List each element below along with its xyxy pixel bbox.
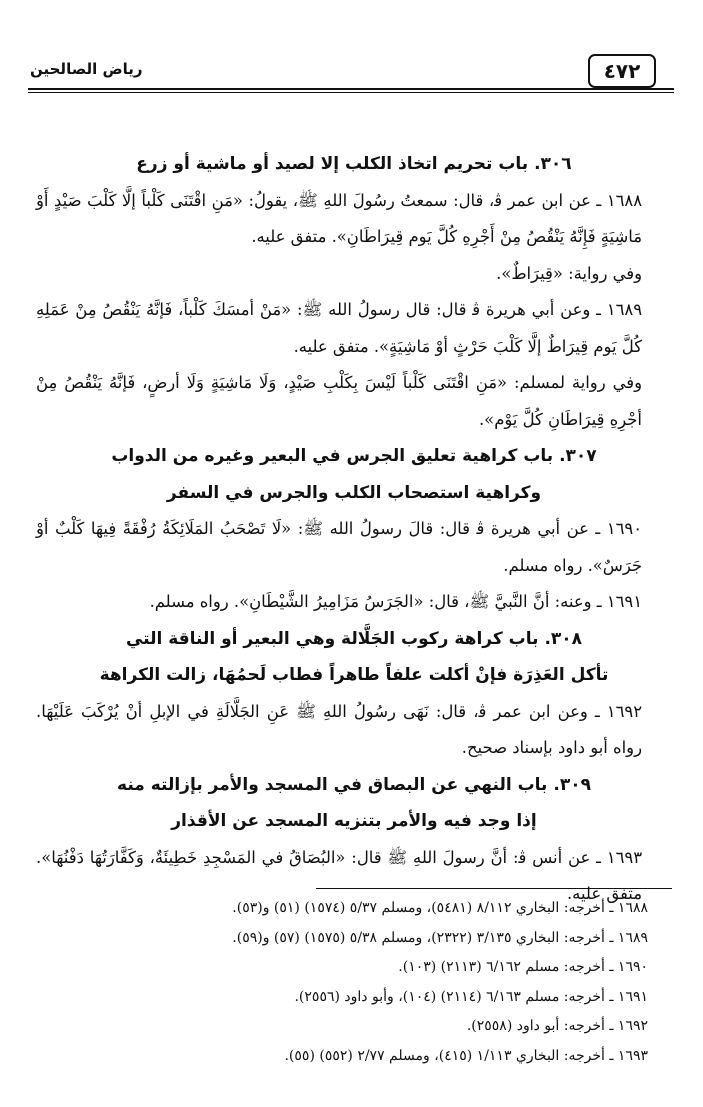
- main-text: [36, 146, 672, 913]
- narration-note: وفي رواية لمسلم: «مَنِ اقْتَنَى كَلْباً لَيْسَ بِكَلْبِ صَيْدٍ، وَلَا مَاشِيَةٍ وَلَا أرضٍ، فَإنَّهُ يَنْقُصُ مِنْ أجْرِهِ قِيرَاطَانِ كُلَّ يَوْم».: [36, 373, 642, 429]
- page-number: ٤٧٢: [588, 54, 656, 88]
- footnote-separator: [316, 888, 672, 889]
- narration-note: وفي رواية: «قِيرَاطٌ».: [496, 263, 642, 283]
- footnote: ١٦٨٩ ـ أخرجه: البخاري ٣/١٣٥ (٢٣٢٢)، ومسلم ٥/٣٨ (١٥٧٥) (٥٧) و(٥٩).: [232, 929, 648, 946]
- footnote: ١٦٩٢ ـ أخرجه: أبو داود (٢٥٥٨).: [466, 1018, 648, 1035]
- chapter-heading-cont: وكراهية استصحاب الكلب والجرس في السفر: [166, 482, 542, 503]
- chapter-heading: ٣٠٨. باب كراهة ركوب الجَلَّالة وهي البعير أو الناقة التي: [125, 628, 583, 649]
- chapter-heading-cont: تأكل العَذِرَة فإنْ أكلت علفاً طاهراً فطاب لَحمُهَا، زالت الكراهة: [99, 665, 609, 685]
- chapter-heading-cont: إذا وجد فيه والأمر بتنزيه المسجد عن الأقذار: [171, 811, 537, 831]
- chapter-heading: ٣٠٦. باب تحريم اتخاذ الكلب إلا لصيد أو ماشية أو زرع: [136, 154, 572, 174]
- chapter-heading: ٣٠٧. باب كراهية تعليق الجرس في البعير وغيره من الدواب: [111, 446, 597, 466]
- footnote: ١٦٨٨ ـ أخرجه: البخاري ٨/١١٢ (٥٤٨١)، ومسلم ٥/٣٧ (١٥٧٤) (٥١) و(٥٣).: [232, 900, 648, 916]
- hadith-1689: ١٦٨٩ ـ وعن أبي هريرة ﭬ قال: قال رسولُ الله ﷺ: «مَنْ أمسَكَ كَلْباً، فَإنَّهُ يَنْقُصُ مِنْ عَمَلِهِ كُلَّ يَوم قِيرَاطٌ إلَّا كَلْبَ حَرْثٍ أوْ مَاشِيَةٍ». متفق عليه.: [36, 300, 642, 356]
- header-rule: [28, 88, 674, 90]
- footnote: ١٦٩١ ـ أخرجه: مسلم ٦/١٦٣ (٢١١٤) (١٠٤)، وأبو داود (٢٥٥٦).: [294, 988, 648, 1005]
- hadith-1692: ١٦٩٢ ـ وعن ابن عمر ﭬ، قال: نَهَى رسُولُ اللهِ ﷺ عَنِ الجَلَّالَةِ في الإبلِ أنْ يُرْكَبَ عَلَيْهَا. رواه أبو داود بإسناد صحيح.: [36, 701, 642, 757]
- header-rule-thin: [28, 92, 674, 93]
- footnote: ١٦٩٠ ـ أخرجه: مسلم ٦/١٦٢ (٢١١٣) (١٠٣).: [398, 959, 648, 976]
- footnote: ١٦٩٣ ـ أخرجه: البخاري ١/١١٣ (٤١٥)، ومسلم ٢/٧٧ (٥٥٢) (٥٥).: [284, 1047, 648, 1064]
- hadith-1691: ١٦٩١ ـ وعنه: أنَّ النَّبيَّ ﷺ، قال: «الجَرَسُ مَزَامِيرُ الشَّيْطَانِ». رواه مسلم.: [149, 592, 642, 611]
- hadith-1688: ١٦٨٨ ـ عن ابن عمر ﭬ، قال: سمعتُ رسُولَ اللهِ ﷺ، يقولُ: «مَنِ اقْتَنَى كَلْباً إلَّا كَلْبَ صَيْدٍ أَوْ مَاشِيَةٍ فَإِنَّهُ يَنْقُصُ مِنْ أَجْرِهِ كُلَّ يَوم قِيرَاطَانِ». متفق عليه.: [36, 190, 642, 246]
- hadith-1693: ١٦٩٣ ـ عن أنس ﭬ: أنَّ رسولَ اللهِ ﷺ قال: «البُصَاقُ في المَسْجِدِ خَطِيئَةٌ، وَكَفَّارَتُهَا دَفْنُهَا». متفق عليه.: [36, 847, 642, 903]
- book-title: رياض الصالحين: [30, 60, 143, 78]
- footnotes: [36, 894, 672, 1072]
- hadith-1690: ١٦٩٠ ـ عن أبي هريرة ﭬ قال: قالَ رسولُ الله ﷺ: «لَا تَصْحَبُ المَلَائِكَةُ رُفْقَةً فِيهَا كَلْبٌ أوْ جَرَسٌ». رواه مسلم.: [36, 519, 642, 575]
- chapter-heading: ٣٠٩. باب النهي عن البصاق في المسجد والأمر بإزالته منه: [117, 774, 591, 795]
